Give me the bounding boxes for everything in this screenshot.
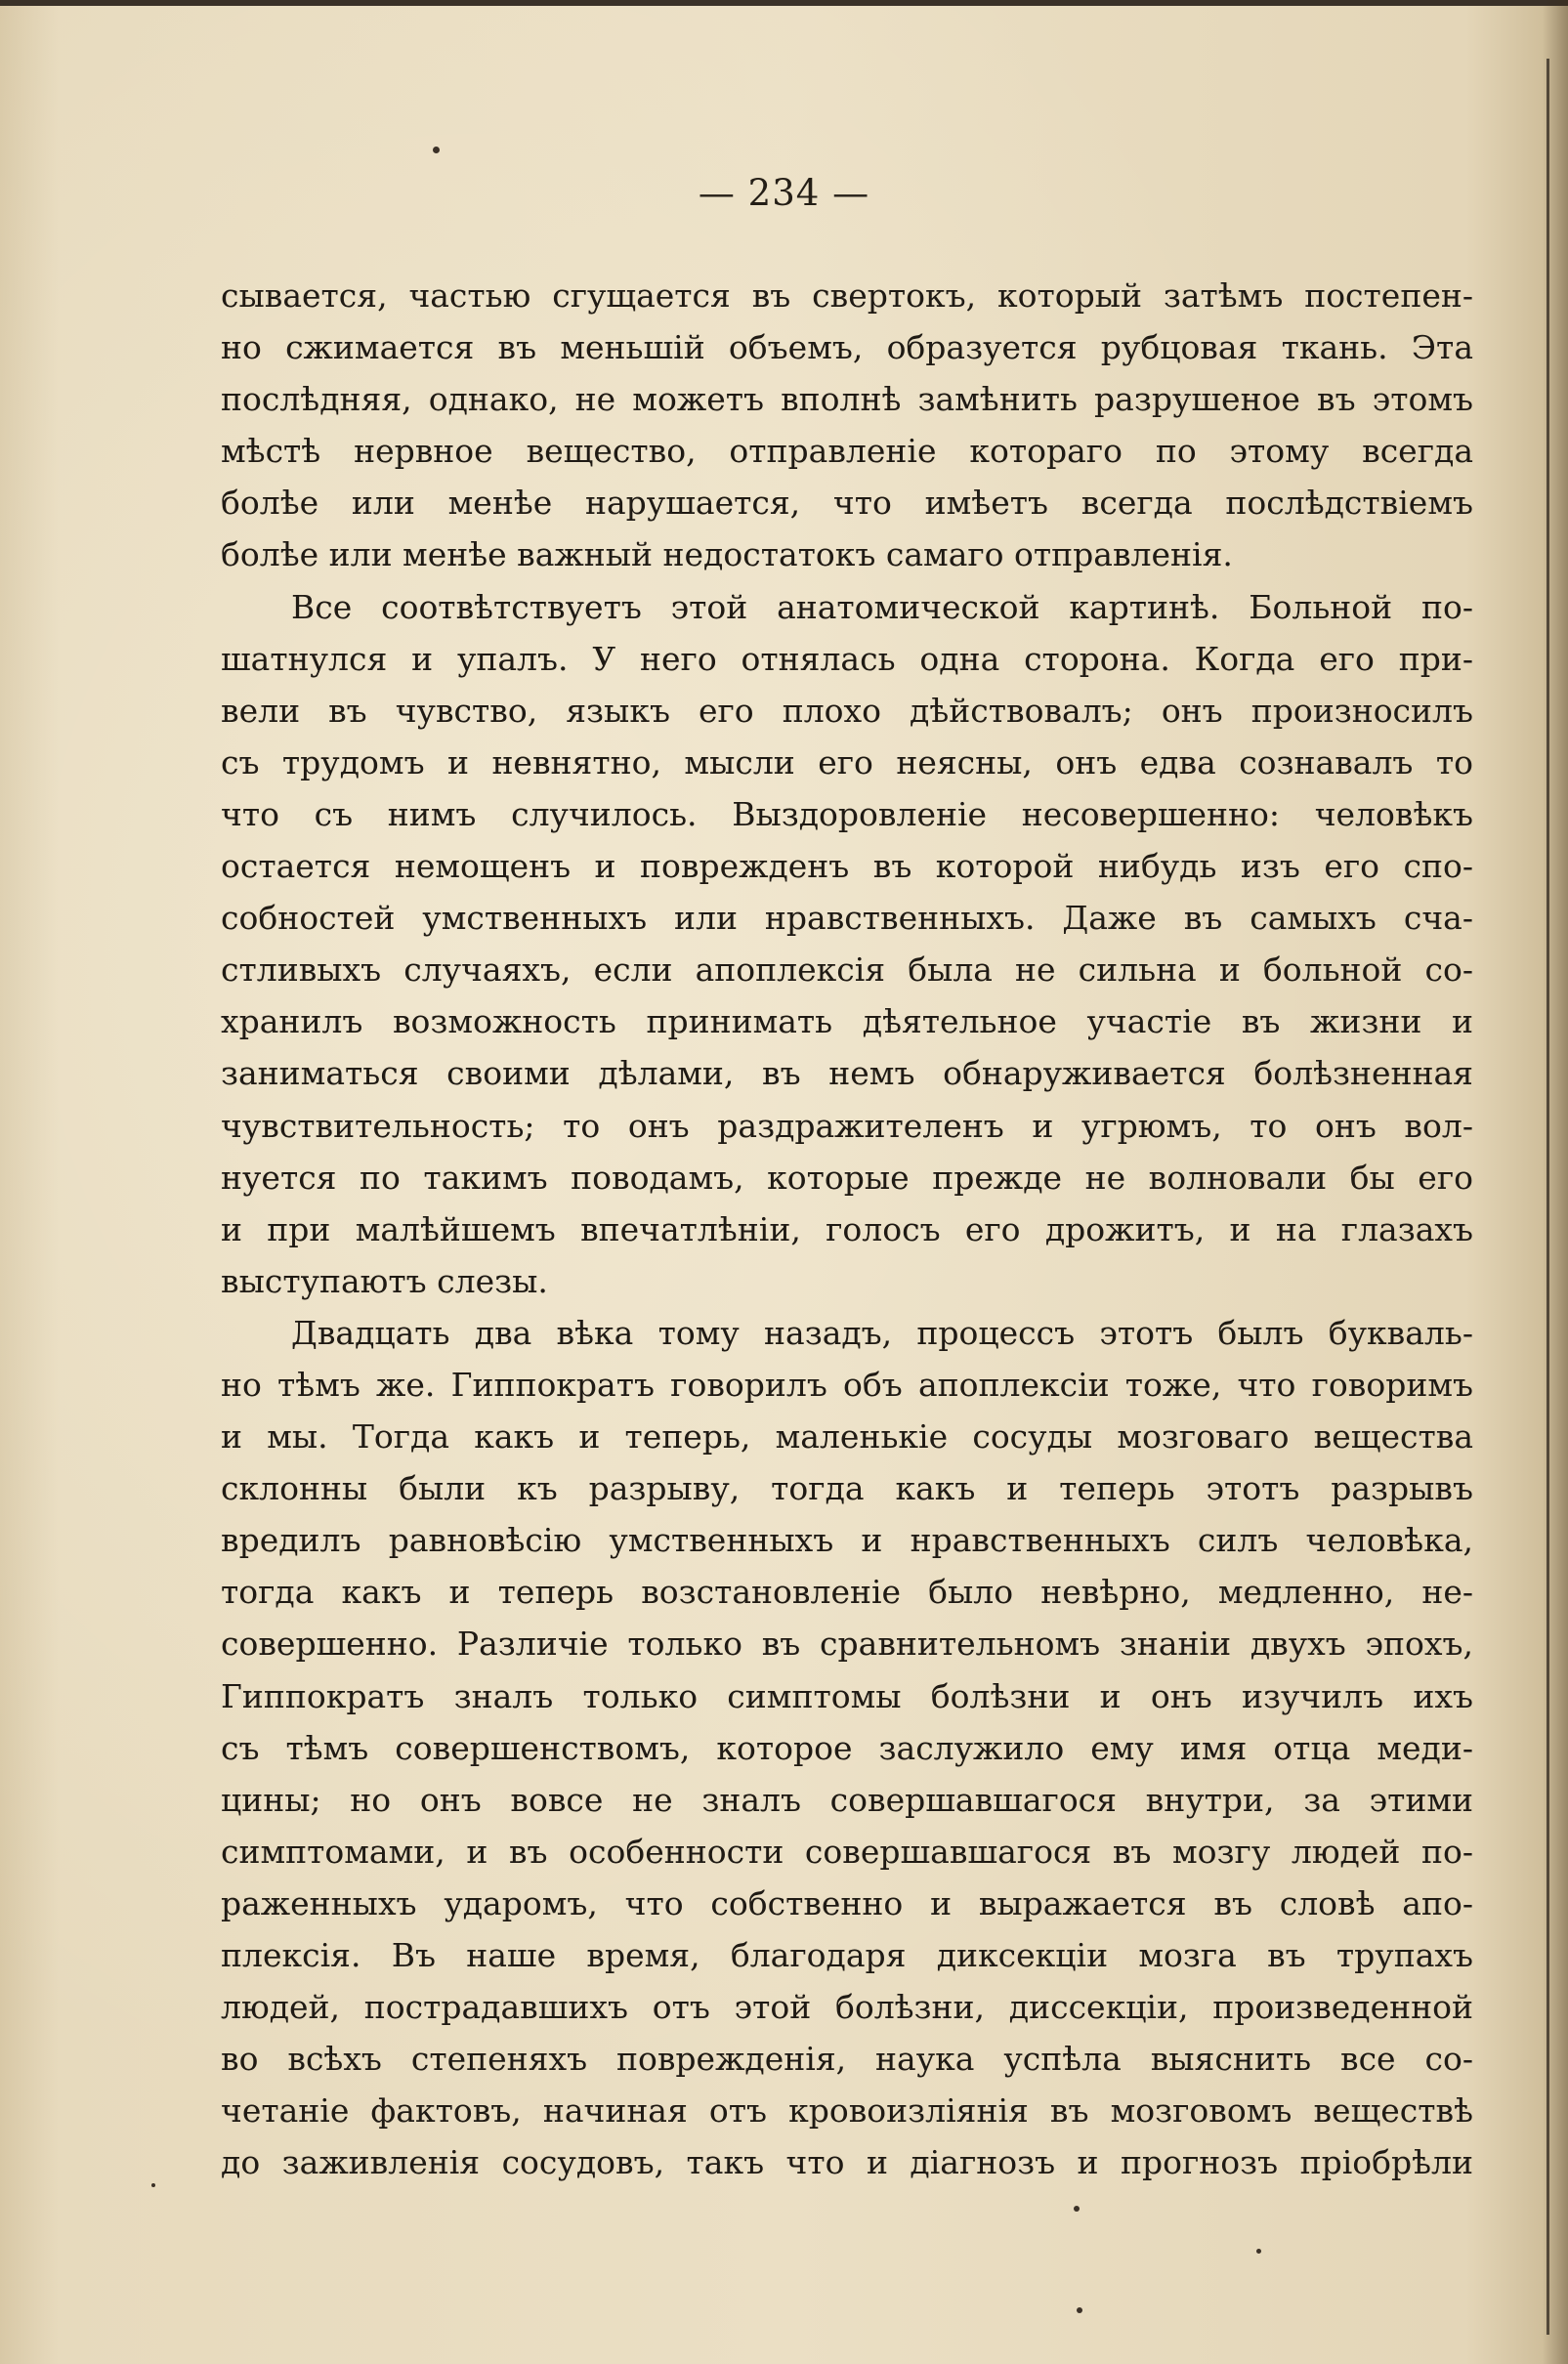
paper-speck xyxy=(1074,2206,1080,2212)
text-line: совершенно. Различіе только въ сравнительномъ знаніи двухъ эпохъ, xyxy=(221,1625,1473,1664)
text-line: хранилъ возможность принимать дѣятельное участіе въ жизни и xyxy=(221,1002,1473,1041)
paper-speck xyxy=(1256,2249,1261,2254)
text-line: болѣе или менѣе важный недостатокъ самаго отправленія. xyxy=(221,535,1233,574)
text-line: остается немощенъ и поврежденъ въ которой нибудь изъ его спо- xyxy=(221,847,1473,886)
text-line: тогда какъ и теперь возстановленіе было невѣрно, медленно, не- xyxy=(221,1573,1473,1612)
text-line: вели въ чувство, языкъ его плохо дѣйствовалъ; онъ произносилъ xyxy=(221,691,1473,730)
text-line: болѣе или менѣе нарушается, что имѣетъ всегда послѣдствіемъ xyxy=(221,484,1473,523)
body-text xyxy=(221,270,1473,2188)
text-line: симптомами, и въ особенности совершавшагося въ мозгу людей по- xyxy=(221,1832,1473,1871)
text-line: до заживленія сосудовъ, такъ что и діагнозъ и прогнозъ пріобрѣли xyxy=(221,2143,1473,2182)
page-number: — 234 — xyxy=(698,172,870,214)
text-line: Все соотвѣтствуетъ этой анатомической картинѣ. Больной по- xyxy=(291,587,1473,626)
spine-shadow xyxy=(1543,0,1568,2364)
text-line: шатнулся и упалъ. У него отнялась одна сторона. Когда его при- xyxy=(221,639,1473,678)
text-line: что съ нимъ случилось. Выздоровленіе несовершенно: человѣкъ xyxy=(221,794,1473,833)
page-top-edge xyxy=(0,0,1568,6)
text-line: заниматься своими дѣлами, въ немъ обнаруживается болѣзненная xyxy=(221,1054,1473,1093)
text-line: сывается, частью сгущается въ свертокъ, который затѣмъ постепен- xyxy=(221,276,1473,315)
text-line: чувствительность; то онъ раздражителенъ и угрюмъ, то онъ вол- xyxy=(221,1106,1473,1145)
text-line: собностей умственныхъ или нравственныхъ. Даже въ самыхъ сча- xyxy=(221,899,1473,938)
text-line: съ трудомъ и невнятно, мысли его неясны, онъ едва сознавалъ то xyxy=(221,742,1473,781)
text-line: мѣстѣ нервное вещество, отправленіе котораго по этому всегда xyxy=(221,432,1473,471)
text-line: Двадцать два вѣка тому назадъ, процессъ этотъ былъ букваль- xyxy=(291,1313,1473,1352)
text-line: раженныхъ ударомъ, что собственно и выражается въ словѣ апо- xyxy=(221,1883,1473,1922)
text-line: вредилъ равновѣсію умственныхъ и нравственныхъ силъ человѣка, xyxy=(221,1521,1473,1560)
text-line: выступаютъ слезы. xyxy=(221,1261,548,1300)
text-line: и при малѣйшемъ впечатлѣніи, голосъ его дрожитъ, и на глазахъ xyxy=(221,1209,1473,1248)
text-line: стливыхъ случаяхъ, если апоплексія была не сильна и больной со- xyxy=(221,950,1473,990)
text-line: Гиппократъ зналъ только симптомы болѣзни и онъ изучилъ ихъ xyxy=(221,1676,1473,1715)
text-line: но сжимается въ меньшій объемъ, образуется рубцовая ткань. Эта xyxy=(221,328,1473,367)
text-line: послѣдняя, однако, не можетъ вполнѣ замѣнить разрушеное въ этомъ xyxy=(221,380,1473,419)
text-line: съ тѣмъ совершенствомъ, которое заслужило ему имя отца меди- xyxy=(221,1728,1473,1767)
text-line: склонны были къ разрыву, тогда какъ и теперь этотъ разрывъ xyxy=(221,1469,1473,1508)
paper-speck xyxy=(1077,2307,1082,2313)
paper-speck xyxy=(151,2183,155,2187)
text-line: нуется по такимъ поводамъ, которые прежде не волновали бы его xyxy=(221,1158,1473,1197)
paper-speck xyxy=(433,147,440,153)
text-line: и мы. Тогда какъ и теперь, маленькіе сосуды мозговаго вещества xyxy=(221,1417,1473,1456)
text-line: людей, пострадавшихъ отъ этой болѣзни, диссекціи, произведенной xyxy=(221,1988,1473,2027)
text-line: во всѣхъ степеняхъ поврежденія, наука успѣла выяснить все со- xyxy=(221,2040,1473,2079)
text-line: цины; но онъ вовсе не зналъ совершавшагося внутри, за этими xyxy=(221,1780,1473,1819)
text-line: плексія. Въ наше время, благодаря диксекціи мозга въ трупахъ xyxy=(221,1936,1473,1974)
text-line: но тѣмъ же. Гиппократъ говорилъ объ апоплексіи тоже, что говоримъ xyxy=(221,1365,1473,1404)
text-line: четаніе фактовъ, начиная отъ кровоизліянія въ мозговомъ веществѣ xyxy=(221,2091,1473,2131)
